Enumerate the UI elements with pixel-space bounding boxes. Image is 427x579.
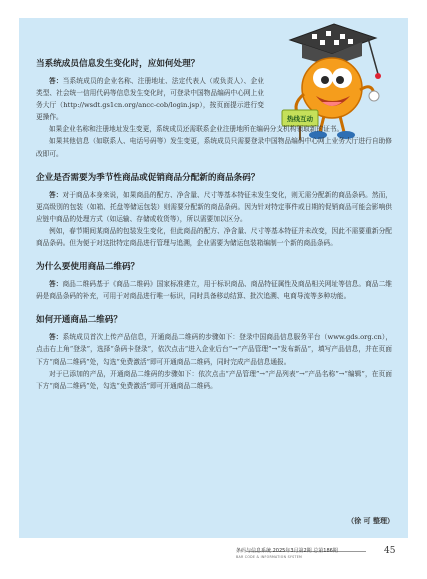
answer-lead: 答：	[49, 77, 63, 85]
question-title: 当系统成员信息发生变化时，应如何处理？	[36, 59, 200, 69]
page-number: 45	[384, 546, 396, 556]
answer-lead: 答：	[49, 280, 63, 289]
answer-text: 例如，春节期间某商品的包装发生变化，但此商品的配方、净含量、尺寸等基本特征并未改变，因此不需要重新分配商品条码。但为便于对这批特定商品进行管理与追溯，企业需要为储运包装箱编制一个新的商品条码。	[36, 226, 392, 248]
answer-text: 商品二维码基于《商品二维码》国家标准建立，用于标识商品、商品特征属性及商品相关网址等信息。商品二维码是商品条码的补充，可用于对商品进行唯一标识，同时具备移动结算、批次追溯、电商导流等多种功能。	[36, 280, 392, 301]
mascot-sign-text: 热线互动	[287, 115, 313, 123]
answer-text: 如果企业名称和注册地址发生变更，系统成员还需联系企业注册地所在编码分支机构领取新的证书。	[49, 125, 344, 134]
answer-paragraph	[36, 278, 392, 302]
answer-text: 对于商品本身来说，如果商品的配方、净含量、尺寸等基本特征未发生变化，则无需分配新的商品条码。然而，更高级别的包装（如箱、托盘等储运包装）则需要分配新的商品条码。因为针对特定事件或日期的促销商品可能会影响供应链中商品的处理方式（如运输、存储或收货等），所以需要加以区分。	[36, 190, 392, 223]
answer-text: 当系统成员的企业名称、注册地址、法定代表人（或负责人）、企业类型、社会统一信用代码等信息发生变化时，可登录中国物品编码中心网上业务大厅（http://wsdt.gs1cn.org/ancc-cob/login.jsp），按页面提示进行变更操作。	[36, 77, 264, 122]
answer-paragraph	[36, 189, 392, 225]
article-body	[36, 58, 392, 392]
section-1	[36, 58, 264, 123]
answer-paragraph	[36, 75, 264, 123]
answer-text: 系统成员首次上传产品信息，开通商品二维码的步骤如下：登录中国商品信息服务平台（www.gds.org.cn），点击右上角“登录”，选择“条码卡登录”，依次点击“进入企业后台”→“产品管理”→“发布新品”，填写产品信息，并在页面下方“商品二维码”处，勾选“免费激活”即可开通商品二维码，同时完成产品信息通报。	[36, 333, 393, 366]
question-title: 如何开通商品二维码？	[36, 315, 122, 326]
answer-paragraph	[36, 123, 392, 135]
question-title: 为什么要使用商品二维码？	[36, 262, 140, 273]
question-title: 企业是否需要为季节性商品或促销商品分配新的商品条码？	[36, 172, 260, 183]
answer-lead: 答：	[49, 190, 63, 199]
answer-paragraph	[36, 135, 392, 159]
answer-text: 如果其他信息（如联系人、电话号码等）发生变更，系统成员只需要登录中国物品编码中心网上业务大厅进行自助修改即可。	[36, 137, 392, 158]
answer-paragraph	[36, 331, 392, 367]
answer-text: 对于已添加的产品，开通商品二维码的步骤如下：依次点击“产品管理”→“产品列表”→“产品名称”→“编辑”，在页面下方“商品二维码”处，勾选“免费激活”即可开通商品二维码。	[36, 369, 392, 390]
answer-paragraph	[36, 368, 392, 392]
journal-footer	[236, 548, 338, 560]
answer-paragraph	[36, 225, 392, 249]
journal-name-en: BAR CODE & INFORMATION SYSTEM	[236, 555, 303, 559]
answer-lead: 答：	[49, 333, 63, 342]
journal-name: 条码与信息系统 2025年3月第2期 总第186期	[236, 548, 338, 554]
editor-signature: （徐 可 整理）	[347, 517, 394, 525]
